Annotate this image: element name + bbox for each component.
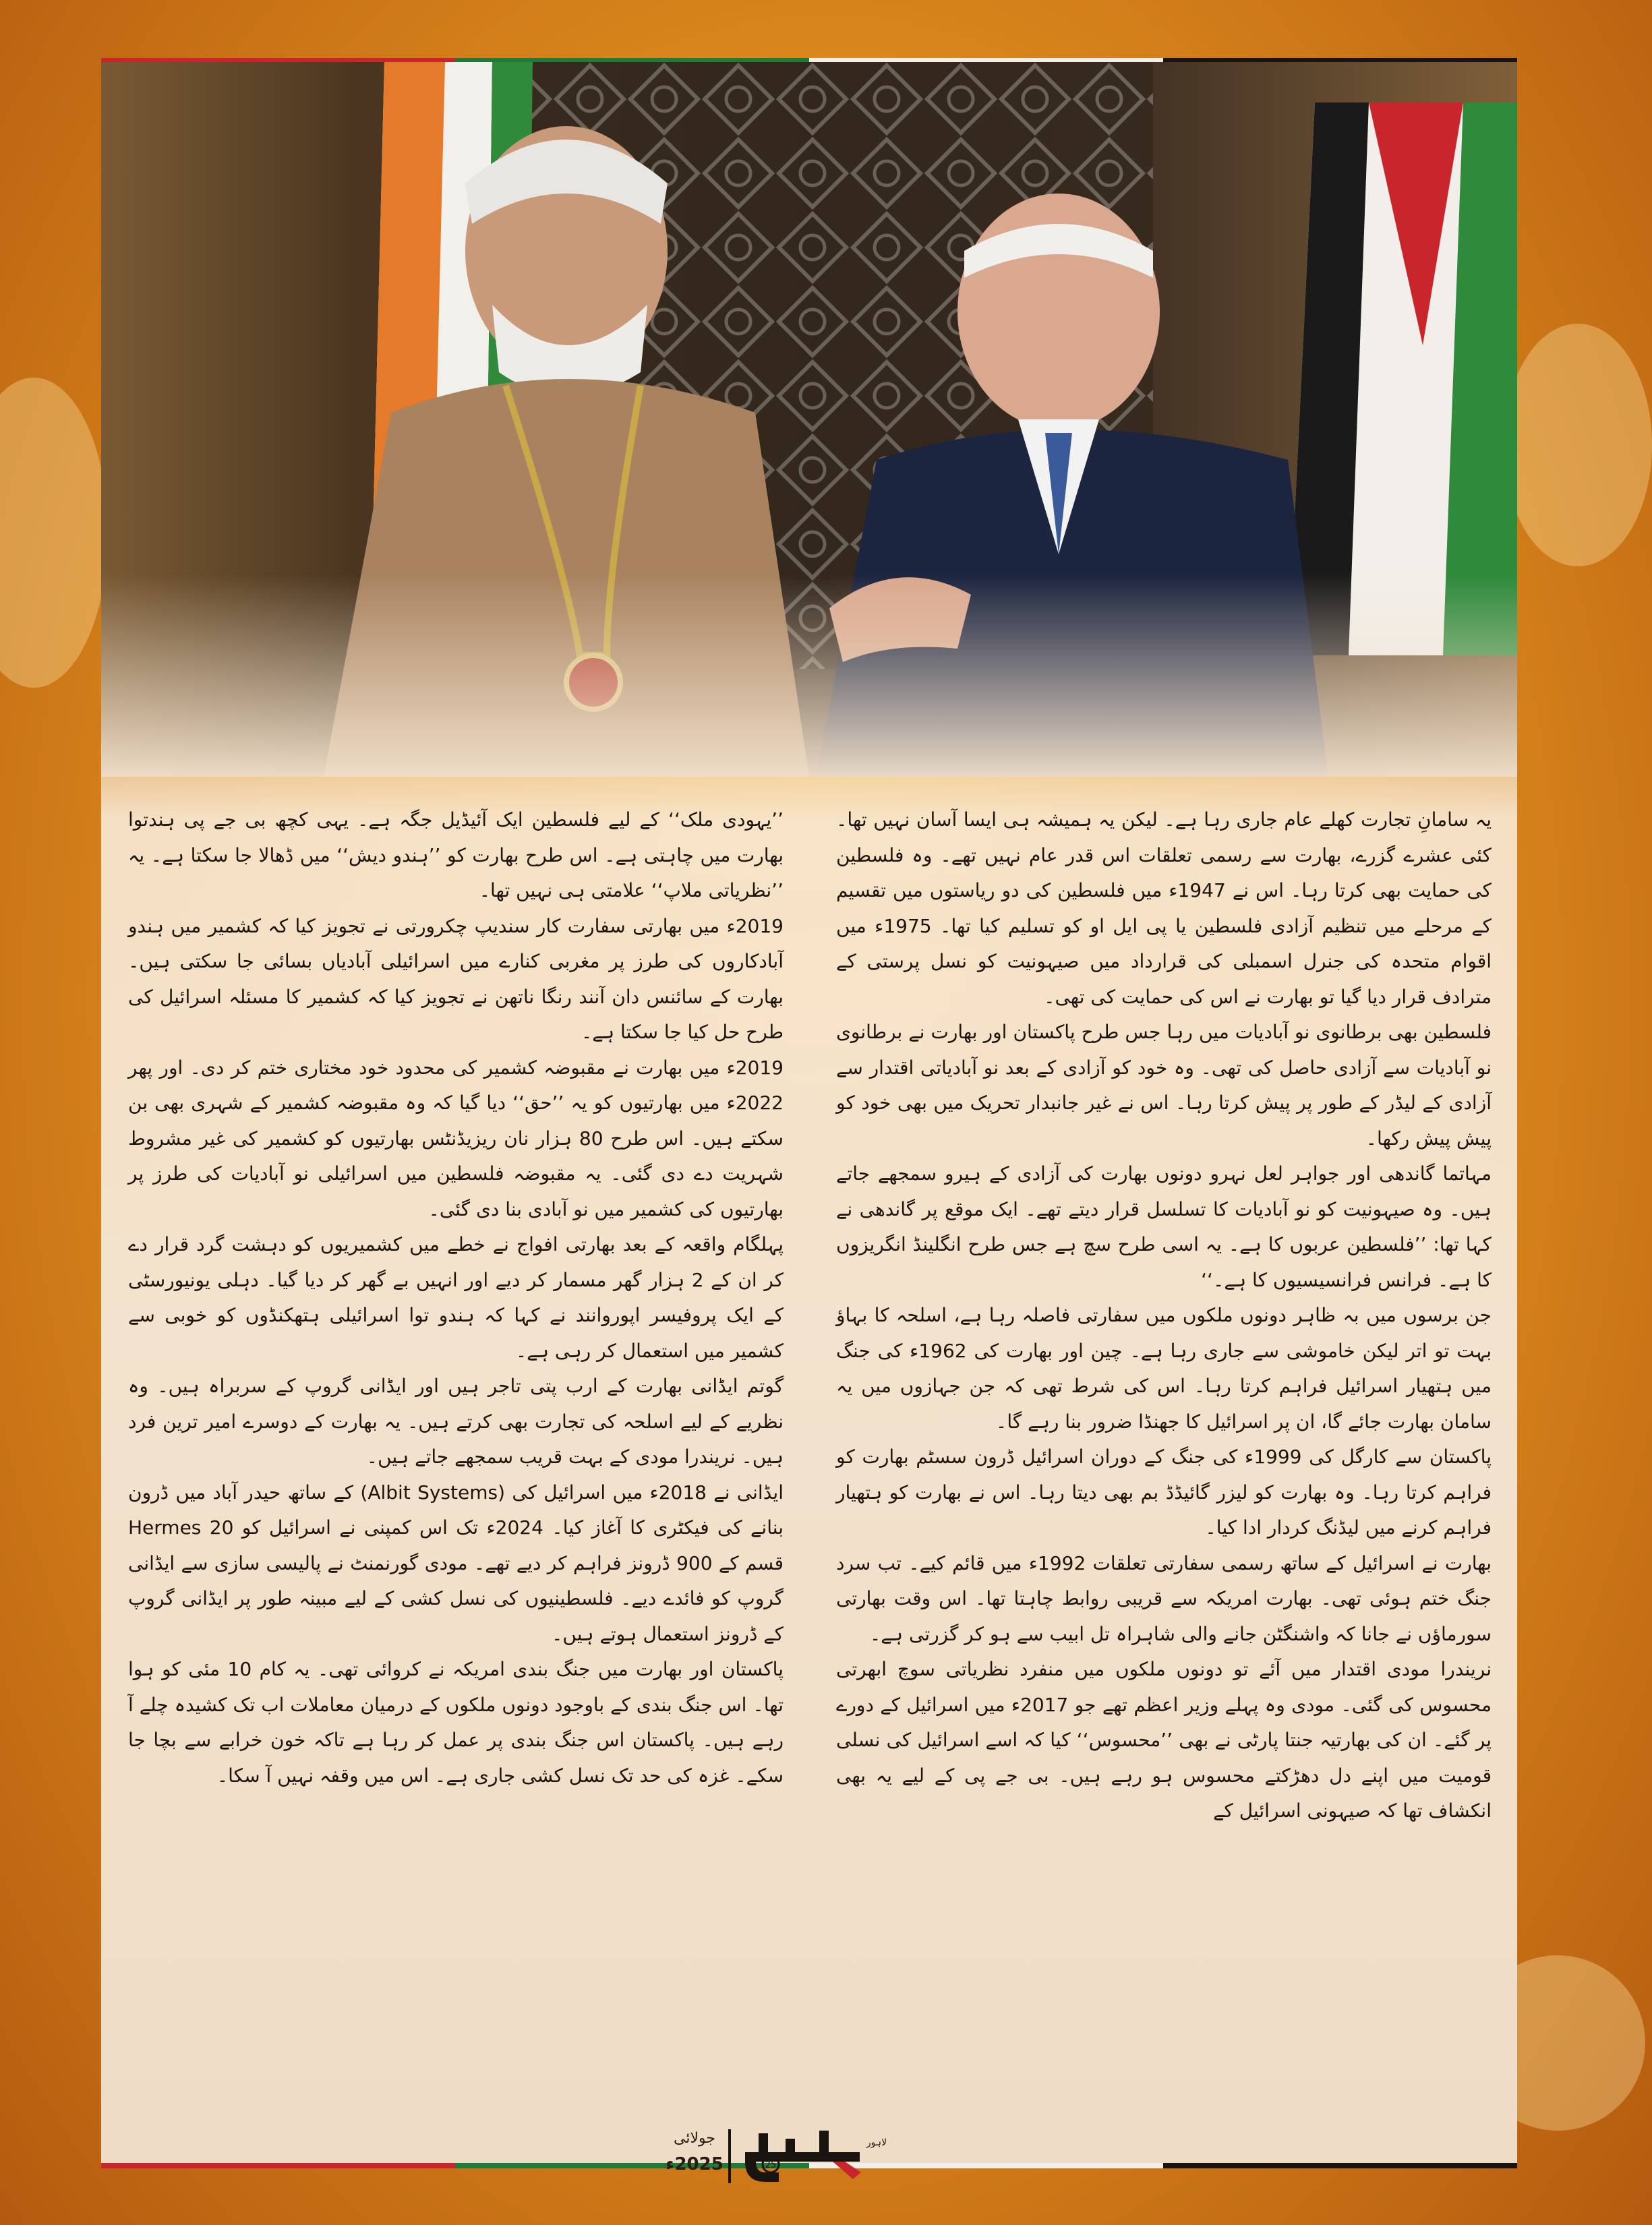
paragraph: بھارت نے اسرائیل کے ساتھ رسمی سفارتی تعلقات 1992ء میں قائم کیے۔ تب سرد جنگ ختم ہوئی تھی۔ بھارت امریکہ سے قریبی روابط چاہتا تھا۔ اس وقت بھارتی سورماؤں نے جانا کہ واشنگٹن جانے والی شاہراہ تل ابیب سے ہو کر گزرتی ہے۔ [836, 1551, 1492, 1645]
paragraph: مہاتما گاندھی اور جواہر لعل نہرو دونوں بھارت کی آزادی کے ہیرو سمجھے جاتے ہیں۔ وہ صیہونیت کو نو آبادیات کا تسلسل قرار دیتے تھے۔ ایک موقع پر گاندھی نے کہا تھا: ’’فلسطین عربوں کا ہے۔ یہ اسی طرح سچ ہے جس طرح انگلینڈ انگریزوں کا ہے۔ فرانس فرانسیسیوں کا ہے۔‘‘ [836, 1162, 1492, 1291]
article-page [101, 62, 1517, 2174]
paragraph: پاکستان سے کارگل کی 1999ء کی جنگ کے دوران اسرائیل ڈرون سسٹم بھارت کو فراہم کرتا رہا۔ وہ بھارت کو لیزر گائیڈڈ بم بھی دیتا رہا۔ اس نے بھارت کو ہتھیار فراہم کرنے میں لیڈنگ کردار ادا کیا۔ [836, 1446, 1492, 1539]
magazine-logo [738, 2125, 900, 2186]
paragraph: پہلگام واقعہ کے بعد بھارتی افواج نے خطے میں کشمیریوں کو دہشت گرد قرار دے کر ان کے 2 ہزار گھر مسمار کر دیے اور انہیں بے گھر کر دیا گیا۔ دہلی یونیورسٹی کے ایک پروفیسر اپوروانند نے کہا کہ ہندو توا اسرائیلی ہتھکنڈوں کو خوبی سے کشمیر میں استعمال کر رہی ہے۔ [128, 1233, 784, 1362]
issue-year: 2025ء [666, 2154, 724, 2174]
paragraph: یہ سامانِ تجارت کھلے عام جاری رہا ہے۔ لیکن یہ ہمیشہ ہی ایسا آسان نہیں تھا۔ کئی عشرے گزرے، بھارت سے رسمی تعلقات اس قدر عام نہیں تھے۔ وہ فلسطین کی حمایت بھی کرتا رہا۔ اس نے 1947ء میں فلسطین کی دو ریاستوں میں تقسیم کے مرحلے میں تنظیم آزادی فلسطین یا پی ایل او کو تسلیم کیا تھا۔ 1975ء میں اقوام متحدہ کی جنرل اسمبلی کی قرارداد میں صیہونیت کو نسل پرستی کے مترادف قرار دیا گیا تو بھارت نے اس کی حمایت کی تھی۔ [836, 808, 1492, 1008]
paragraph: نریندرا مودی اقتدار میں آئے تو دونوں ملکوں میں منفرد نظریاتی سوچ ابھرتی محسوس کی گئی۔ مودی وہ پہلے وزیر اعظم تھے جو 2017ء میں اسرائیل کے دورے پر گئے۔ ان کی بھارتیہ جنتا پارٹی نے بھی ’’محسوس‘‘ کیا کہ اسے اسرائیل کی نسلی قومیت میں اپنے دل دھڑکتے محسوس ہو رہے ہیں۔ بی جے پی کے لیے یہ بھی انکشاف تھا کہ صیہونی اسرائیل کے [836, 1658, 1492, 1822]
paragraph: 2019ء میں بھارتی سفارت کار سندیپ چکرورتی نے تجویز کیا کہ کشمیر میں ہندو آبادکاروں کی طرز پر مغربی کنارے میں اسرائیلی آبادیاں بسائی جا سکتی ہیں۔ بھارت کے سائنس دان آنند رنگا ناتھن نے تجویز کیا کہ کشمیر کا مسئلہ اسرائیل کی طرح حل کیا جا سکتا ہے۔ [128, 914, 784, 1043]
paragraph: 2019ء میں بھارت نے مقبوضہ کشمیر کی محدود خود مختاری ختم کر دی۔ اور پھر 2022ء میں بھارتیوں کو یہ ’’حق‘‘ دیا گیا کہ وہ مقبوضہ کشمیر کے شہری بھی بن سکتے ہیں۔ اس طرح 80 ہزار نان ریزیڈنٹس بھارتیوں کو کشمیر کی غیر مشروط شہریت دے دی گئی۔ یہ مقبوضہ فلسطین میں اسرائیلی نو آبادیات کی طرز پر بھارتیوں کی کشمیر میں نو آبادی بنا دی گئی۔ [128, 1056, 784, 1220]
background-glow-left [0, 378, 108, 688]
paragraph: ایڈانی نے 2018ء میں اسرائیل کی (Albit Systems) کے ساتھ حیدر آباد میں ڈرون بنانے کی فیکٹری کا آغاز کیا۔ 2024ء تک اس کمپنی نے اسرائیل کو Hermes 20 قسم کے 900 ڈرونز فراہم کر دیے تھے۔ مودی گورنمنٹ نے پالیسی سازی سے ایڈانی گروپ کو فائدے دیے۔ فلسطینیوں کی نسل کشی کے لیے مبینہ طور پر ایڈانی گروپ کے ڈرونز استعمال ہوتے ہیں۔ [128, 1481, 784, 1645]
paragraph: فلسطین بھی برطانوی نو آبادیات میں رہا جس طرح پاکستان اور بھارت نے برطانوی نو آبادیات سے آزادی حاصل کی تھی۔ وہ خود کو آزادی کے بعد نو آبادیاتی اقتدار سے آزادی کے لیڈر کے طور پر پیش کرتا رہا۔ اس نے غیر جانبدار تحریک میں بھی خود کو پیش پیش رکھا۔ [836, 1021, 1492, 1150]
issue-date [664, 2127, 725, 2178]
logo-city: لاہور [866, 2137, 887, 2148]
article-column-left [128, 802, 784, 2144]
leaders-handshake-photo [101, 62, 1517, 777]
paragraph: جن برسوں میں بہ ظاہر دونوں ملکوں میں سفارتی فاصلہ رہا ہے، اسلحہ کا بہاؤ بہت تو اتر لیکن خاموشی سے جاری رہا ہے۔ چین اور بھارت کی 1962ء کی جنگ میں ہتھیار اسرائیل فراہم کرتا رہا۔ اس کی شرط تھی کہ جن جہازوں میں یہ سامان بھارت جائے گا، ان پر اسرائیل کا جھنڈا ضرور بنا رہے گا۔ [836, 1304, 1492, 1433]
issue-number: 25 [765, 2160, 777, 2170]
page-footer [101, 2125, 1517, 2186]
paragraph: ’’یہودی ملک‘‘ کے لیے فلسطین ایک آئیڈیل جگہ ہے۔ یہی کچھ بی جے پی ہندتوا بھارت میں چاہتی ہے۔ اس طرح بھارت کو ’’ہندو دیش‘‘ میں ڈھالا جا سکتا ہے۔ یہ ’’نظریاتی ملاپ‘‘ علامتی ہی نہیں تھا۔ [128, 808, 784, 901]
article-column-right [836, 802, 1492, 2144]
background-glow-right [1504, 324, 1652, 566]
issue-month: جولائی [674, 2130, 715, 2147]
paragraph: گوتم ایڈانی بھارت کے ارب پتی تاجر ہیں اور ایڈانی گروپ کے سربراہ ہیں۔ وہ نظریے کے لیے اسلحہ کی تجارت بھی کرتے ہیں۔ یہ بھارت کے دوسرے امیر ترین فرد ہیں۔ نریندرا مودی کے بہت قریب سمجھے جاتے ہیں۔ [128, 1375, 784, 1468]
photo-fade [101, 574, 1517, 777]
footer-divider [728, 2129, 731, 2183]
paragraph: پاکستان اور بھارت میں جنگ بندی امریکہ نے کروائی تھی۔ یہ کام 10 مئی کو ہوا تھا۔ اس جنگ بندی کے باوجود دونوں ملکوں کے درمیان معاملات اب تک کشیدہ چلے آ رہے ہیں۔ پاکستان اس جنگ بندی پر عمل کر رہا ہے تاکہ خون خرابے سے بچا جا سکے۔ غزہ کی حد تک نسل کشی جاری ہے۔ اس میں وقفہ نہیں آ سکا۔ [128, 1658, 784, 1787]
